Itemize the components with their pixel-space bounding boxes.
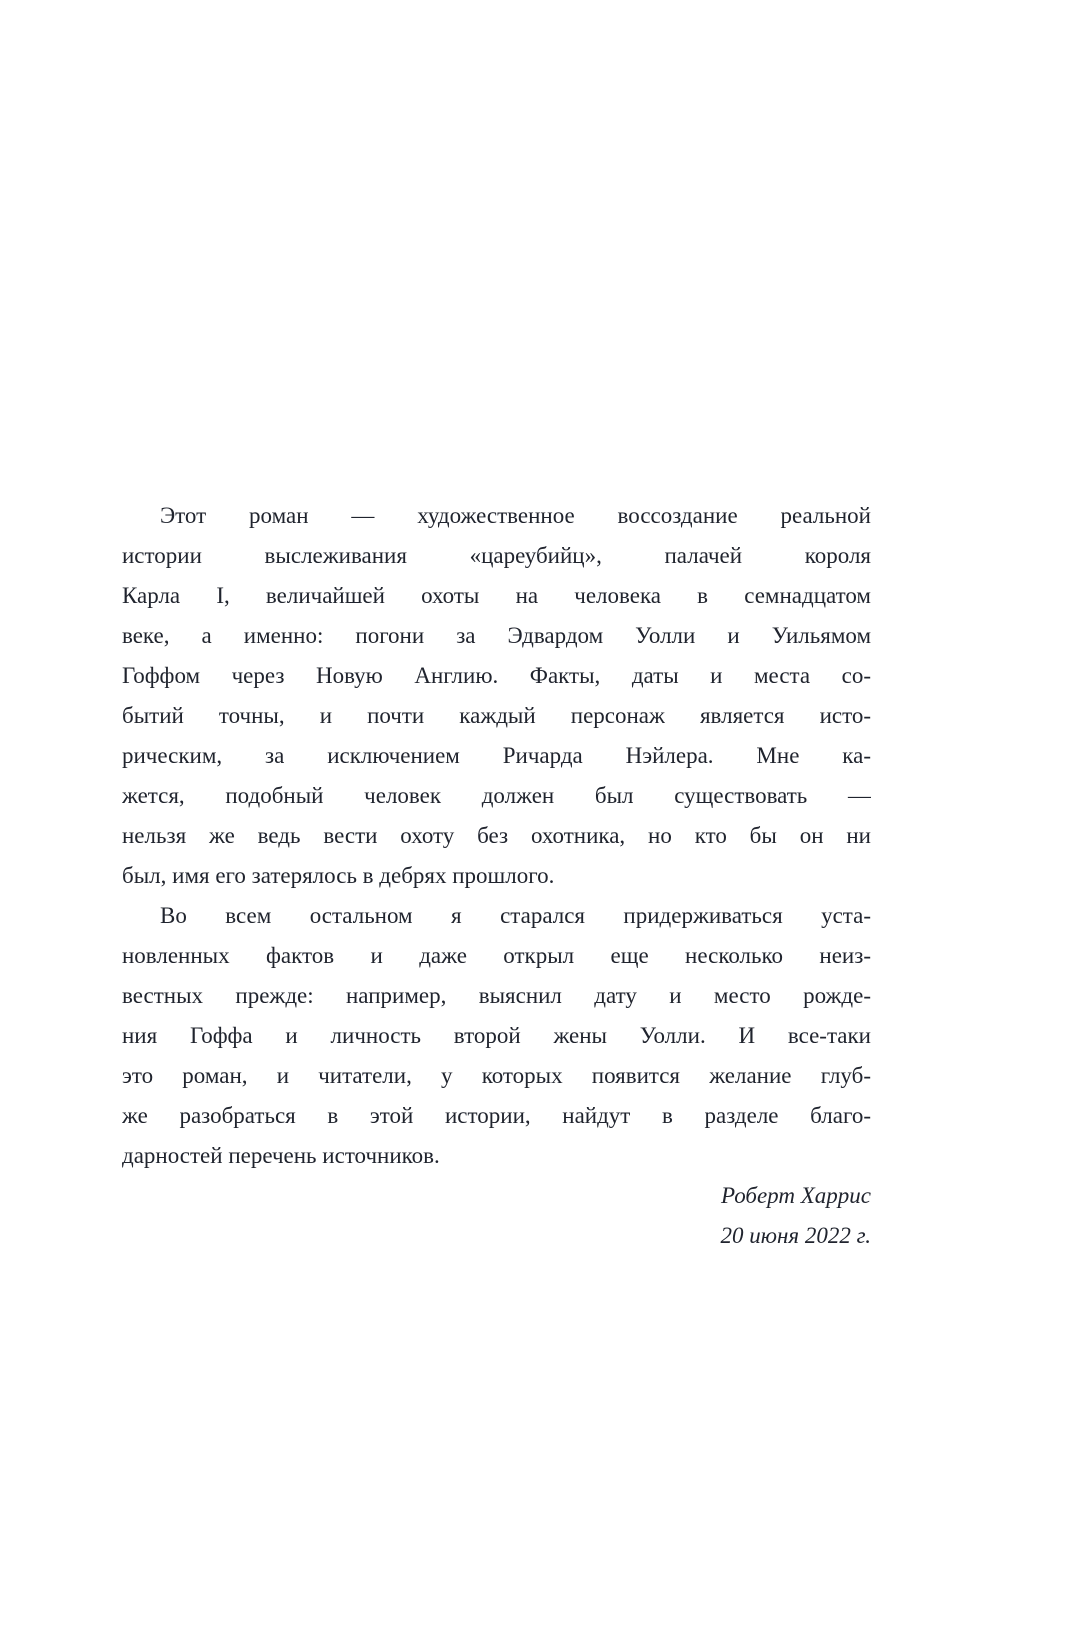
text-line: это роман, и читатели, у которых появится желание глуб- — [122, 1063, 871, 1088]
text-line: бытий точны, и почти каждый персонаж является исто- — [122, 703, 871, 728]
paragraph — [122, 496, 871, 896]
text-line: был, имя его затерялось в дебрях прошлого. — [122, 863, 555, 888]
text-line: истории выслеживания «цареубийц», палачей короля — [122, 543, 871, 568]
text-line: ния Гоффа и личность второй жены Уолли. И все-таки — [122, 1023, 871, 1048]
text-line: дарностей перечень источников. — [122, 1143, 440, 1168]
signature-author: Роберт Харрис — [720, 1183, 871, 1208]
text-line: нельзя же ведь вести охоту без охотника, но кто бы он ни — [122, 823, 871, 848]
text-line: Гоффом через Новую Англию. Факты, даты и места со- — [122, 663, 871, 688]
text-line: Этот роман — художественное воссоздание реальной — [160, 503, 871, 528]
text-line: Карла I, величайшей охоты на человека в семнадцатом — [122, 583, 871, 608]
text-line: веке, а именно: погони за Эдвардом Уолли и Уильямом — [122, 623, 871, 648]
paragraphs — [122, 496, 871, 1176]
text-line: же разобраться в этой истории, найдут в разделе благо- — [122, 1103, 871, 1128]
text-line: вестных прежде: например, выяснил дату и место рожде- — [122, 983, 871, 1008]
text-line: Во всем остальном я старался придерживаться уста- — [160, 903, 871, 928]
text-line: жется, подобный человек должен был существовать — — [122, 783, 871, 808]
paragraph — [122, 896, 871, 1176]
text-block — [122, 496, 871, 1256]
text-line: рическим, за исключением Ричарда Нэйлера. Мне ка- — [122, 743, 871, 768]
signature-date: 20 июня 2022 г. — [720, 1223, 871, 1248]
text-line: новленных фактов и даже открыл еще несколько неиз- — [122, 943, 871, 968]
signature — [122, 1176, 871, 1256]
